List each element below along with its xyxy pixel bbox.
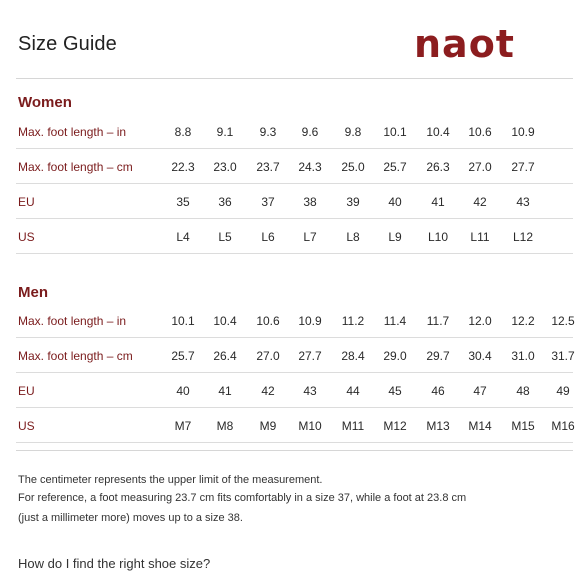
row-divider (16, 337, 573, 338)
size-cell: 39 (346, 195, 360, 209)
size-cell: 27.7 (298, 349, 322, 363)
women-row-us (16, 220, 573, 254)
size-cell: L7 (303, 230, 317, 244)
faq-question[interactable]: How do I find the right shoe size? (18, 556, 211, 571)
size-cell: 9.8 (344, 125, 362, 139)
size-cell: 12.2 (511, 314, 535, 328)
naot-logo (414, 24, 574, 68)
size-cell: L8 (346, 230, 360, 244)
row-label: Max. foot length – cm (18, 160, 133, 174)
size-cell: L9 (388, 230, 402, 244)
size-cell: 40 (388, 195, 402, 209)
row-divider (16, 218, 573, 219)
size-cell: 25.7 (171, 349, 195, 363)
size-cell: 22.3 (171, 160, 195, 174)
size-cell: M16 (551, 419, 575, 433)
men-row-foot-length-in (16, 304, 573, 338)
size-cell: 10.4 (213, 314, 237, 328)
size-cell: 47 (473, 384, 487, 398)
size-cell: 31.0 (511, 349, 535, 363)
row-divider (16, 372, 573, 373)
size-cell: L10 (427, 230, 449, 244)
size-cell: 41 (431, 195, 445, 209)
size-cell: 26.3 (426, 160, 450, 174)
row-label: US (18, 230, 35, 244)
size-cell: M7 (174, 419, 192, 433)
size-cell: 12.0 (468, 314, 492, 328)
women-row-foot-length-in (16, 115, 573, 149)
size-cell: 44 (346, 384, 360, 398)
row-label: US (18, 419, 35, 433)
row-label: Max. foot length – in (18, 125, 127, 139)
size-cell: 11.7 (426, 314, 450, 328)
row-label: EU (18, 195, 35, 209)
row-label: EU (18, 384, 35, 398)
size-cell: 11.4 (383, 314, 407, 328)
men-row-us (16, 409, 573, 443)
size-cell: 10.9 (511, 125, 535, 139)
row-divider (16, 183, 573, 184)
size-cell: 10.6 (256, 314, 280, 328)
size-cell: 25.0 (341, 160, 365, 174)
note-line-2: For reference, a foot measuring 23.7 cm fits comfortably in a size 37, while a foot at 23.8 cm (18, 492, 467, 504)
size-cell: 10.1 (383, 125, 407, 139)
size-cell: M13 (426, 419, 450, 433)
size-cell: 9.1 (216, 125, 234, 139)
size-cell: M11 (341, 419, 365, 433)
size-cell: 35 (176, 195, 190, 209)
women-section-title: Women (18, 94, 72, 111)
size-cell: M14 (468, 419, 492, 433)
men-section-title: Men (18, 284, 48, 301)
size-cell: 10.9 (298, 314, 322, 328)
size-cell: 45 (388, 384, 402, 398)
size-cell: 27.7 (511, 160, 535, 174)
size-cell: 23.0 (213, 160, 237, 174)
size-cell: M10 (298, 419, 322, 433)
size-cell: 9.6 (301, 125, 319, 139)
row-divider (16, 148, 573, 149)
size-cell: L4 (176, 230, 190, 244)
size-cell: 28.4 (341, 349, 365, 363)
women-row-eu (16, 185, 573, 219)
size-cell: 10.4 (426, 125, 450, 139)
row-divider (16, 253, 573, 254)
size-cell: 48 (516, 384, 530, 398)
size-cell: 9.3 (259, 125, 277, 139)
size-cell: 37 (261, 195, 275, 209)
page-title: Size Guide (18, 33, 117, 55)
size-cell: 29.0 (383, 349, 407, 363)
notes-divider (16, 450, 573, 451)
size-cell: 41 (218, 384, 232, 398)
size-cell: M8 (216, 419, 234, 433)
size-cell: 27.0 (256, 349, 280, 363)
size-cell: M12 (383, 419, 407, 433)
size-cell: 12.5 (551, 314, 575, 328)
row-divider (16, 407, 573, 408)
size-cell: 30.4 (468, 349, 492, 363)
header-divider (16, 78, 573, 79)
note-line-1: The centimeter represents the upper limit of the measurement. (18, 474, 323, 486)
size-cell: L12 (512, 230, 534, 244)
size-cell: 11.2 (341, 314, 365, 328)
row-label: Max. foot length – cm (18, 349, 133, 363)
size-cell: 23.7 (256, 160, 280, 174)
men-row-foot-length-cm (16, 339, 573, 373)
size-cell: 10.1 (171, 314, 195, 328)
size-cell: 8.8 (174, 125, 192, 139)
size-cell: 46 (431, 384, 445, 398)
size-cell: 43 (303, 384, 317, 398)
size-cell: 25.7 (383, 160, 407, 174)
size-cell: 36 (218, 195, 232, 209)
men-row-eu (16, 374, 573, 408)
row-label: Max. foot length – in (18, 314, 127, 328)
size-cell: 49 (556, 384, 570, 398)
size-cell: 24.3 (298, 160, 322, 174)
note-line-3: (just a millimeter more) moves up to a size 38. (18, 512, 243, 524)
size-cell: 10.6 (468, 125, 492, 139)
size-cell: M9 (259, 419, 277, 433)
size-cell: 42 (261, 384, 275, 398)
size-cell: 26.4 (213, 349, 237, 363)
size-cell: 42 (473, 195, 487, 209)
row-divider (16, 442, 573, 443)
size-cell: L6 (261, 230, 275, 244)
size-cell: M15 (511, 419, 535, 433)
size-cell: L5 (218, 230, 232, 244)
size-cell: L11 (470, 230, 490, 244)
size-cell: 31.7 (551, 349, 575, 363)
size-cell: 40 (176, 384, 190, 398)
size-cell: 27.0 (468, 160, 492, 174)
size-cell: 38 (303, 195, 317, 209)
logo-wordmark: naot (414, 22, 515, 66)
size-cell: 29.7 (426, 349, 450, 363)
women-row-foot-length-cm (16, 150, 573, 184)
size-cell: 43 (516, 195, 530, 209)
